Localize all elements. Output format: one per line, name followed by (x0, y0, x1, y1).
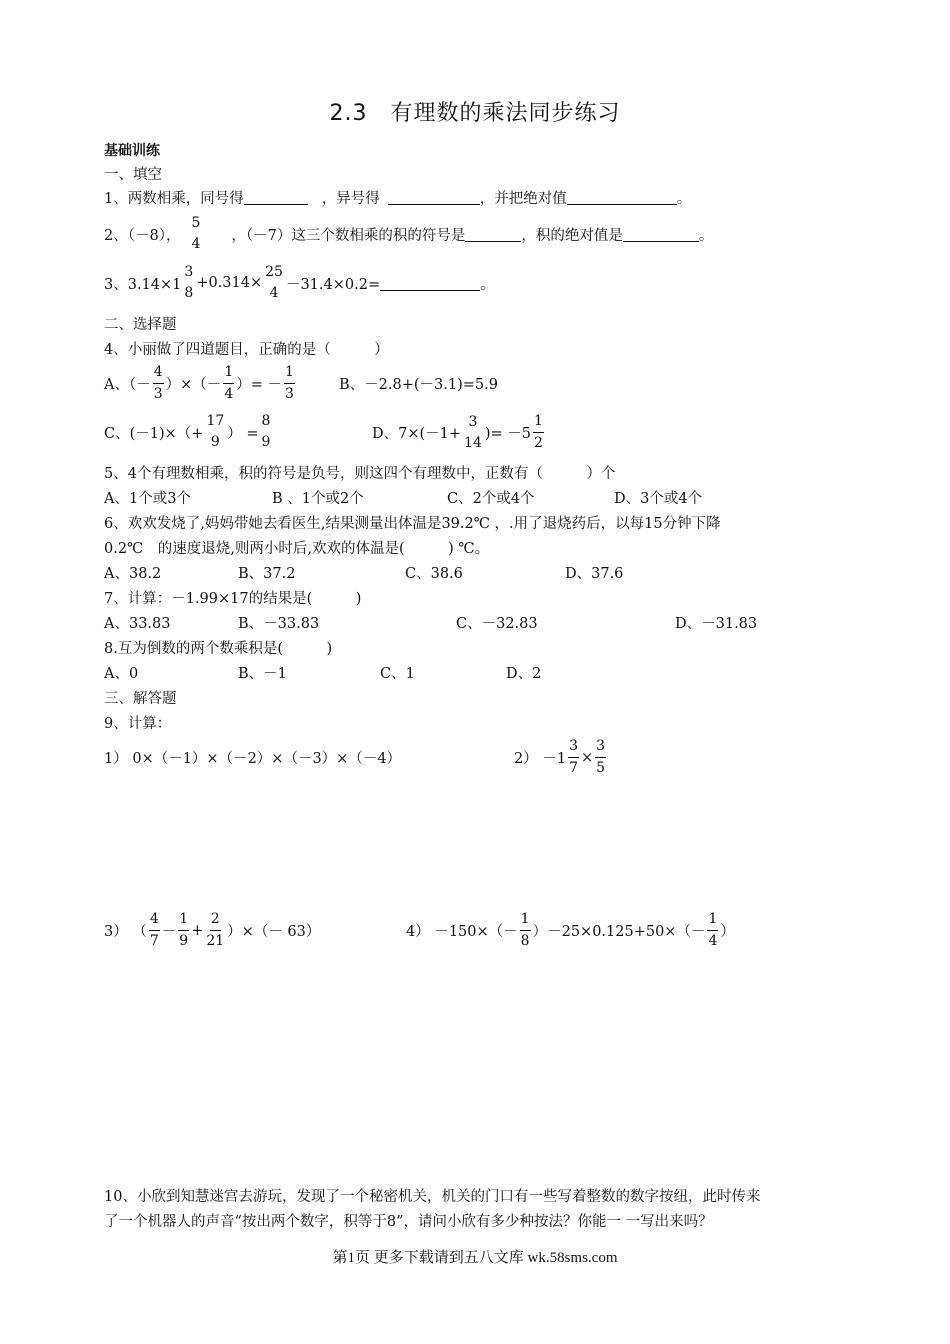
option-a[interactable]: A、33.83 (104, 616, 171, 632)
fraction: $\frac{1}{4}$ (224, 364, 234, 402)
answer-blank[interactable] (567, 190, 677, 205)
part-heading: 三、解答题 (104, 691, 177, 707)
fraction: $\frac{1}{8}$ (520, 911, 530, 949)
option-d[interactable]: D、3个或4个 (614, 491, 703, 507)
option-c[interactable]: C、2个或4个 (447, 491, 535, 507)
question-3: 3、3.14×1 3 8 +0.314× 25 4 －31.4×0.2= 。 (104, 264, 495, 301)
option-a[interactable]: A、0 (104, 666, 139, 682)
fraction: 17 9 (206, 413, 225, 450)
part-heading: 一、填空 (104, 167, 162, 183)
option-d[interactable]: D、2 (506, 666, 542, 682)
fraction: 5 4 (191, 215, 201, 252)
option-c[interactable]: C、1 (380, 666, 415, 682)
fraction: $\frac{4}{7}$ (149, 911, 159, 949)
option-b[interactable]: B、－2.8+(－3.1)=5.9 (339, 377, 498, 393)
fraction: $\frac{4}{3}$ (153, 364, 163, 402)
fraction: 8 9 (261, 413, 271, 450)
option-a[interactable]: A、（－ $\frac{4}{3}$ ）×（－ $\frac{1}{4}$ ）= － $\frac{1}{3}$ (104, 364, 294, 402)
answer-blank[interactable] (244, 190, 308, 205)
question-10-stem: 10、小欣到知慧迷宫去游玩，发现了一个秘密机关，机关的门口有一些写着整数的数字按纽，此时传来 (104, 1189, 761, 1205)
fraction: $\frac{2}{21}$ (206, 911, 225, 949)
option-b[interactable]: B、－1 (238, 666, 287, 682)
option-b[interactable]: B、37.2 (238, 566, 296, 582)
fraction: 3 8 (184, 264, 194, 301)
fraction: 3 14 (464, 413, 482, 451)
part-heading: 二、选择题 (104, 317, 177, 333)
section-heading: 基础训练 (104, 143, 160, 159)
option-c[interactable]: C、38.6 (405, 566, 463, 582)
option-c[interactable]: C、－32.83 (456, 616, 538, 632)
fraction: $\frac{1}{3}$ (285, 364, 294, 402)
option-d[interactable]: D、37.6 (565, 566, 624, 582)
option-d[interactable]: D、7×(－1+ 3 14 )= －5 $\frac{1}{2}$ (372, 413, 543, 451)
question-7-stem: 7、计算：－1.99×17的结果是( ) (104, 591, 362, 607)
fraction: $\frac{1}{9}$ (179, 911, 189, 949)
question-5-stem: 5、4个有理数相乘，积的符号是负号，则这四个有理数中，正数有（ ）个 (104, 466, 616, 482)
calc-item-3: 3） （ $\frac{4}{7}$ － $\frac{1}{9}$ + $\frac{2}{21}$ ）×（－ 63） (104, 911, 321, 949)
calc-item-4: 4） －150×（－ $\frac{1}{8}$ ）－25×0.125+50×（－ $\frac{1}{4}$ ） (406, 911, 735, 949)
fraction: 25 4 (265, 264, 283, 301)
page-title: 2.3 有理数的乘法同步练习 (329, 101, 621, 126)
question-6-stem-cont: 0.2℃ 的速度退烧,则两小时后,欢欢的体温是( ) ℃。 (104, 541, 490, 557)
option-a[interactable]: A、38.2 (104, 566, 162, 582)
question-9-stem: 9、计算： (104, 716, 172, 732)
question-4-stem: 4、小丽做了四道题目，正确的是（ ） (104, 342, 389, 358)
question-1: 1、两数相乘，同号得 ，异号得 ，并把绝对值 。 (104, 191, 692, 207)
answer-blank[interactable] (465, 227, 521, 242)
fraction: $\frac{3}{5}$ (596, 738, 606, 776)
question-6-stem: 6、欢欢发烧了,妈妈带她去看医生,结果测量出体温是39.2℃ ，.用了退烧药后，以每15分钟下降 (104, 516, 721, 532)
option-b[interactable]: B、－33.83 (238, 616, 320, 632)
question-8-stem: 8.互为倒数的两个数乘积是( ) (104, 641, 333, 657)
option-c[interactable]: C、(－1)×（+ 17 9 ） = 8 9 (104, 413, 271, 450)
answer-blank[interactable] (623, 227, 699, 242)
calc-item-2: 2） －1 $\frac{3}{7}$ × $\frac{3}{5}$ (514, 738, 606, 776)
question-10-stem-cont: 了一个机器人的声音“按出两个数字，积等于8”，请问小欣有多少种按法？你能一 一写出来吗？ (104, 1214, 713, 1230)
question-2: 2、（－8）， 5 4 ，（－7）这三个数相乘的积的符号是 ，积的绝对值是 。 (104, 215, 714, 252)
option-b[interactable]: B 、1个或2个 (272, 491, 364, 507)
option-d[interactable]: D、－31.83 (675, 616, 758, 632)
fraction: $\frac{3}{7}$ (569, 738, 578, 776)
answer-blank[interactable] (380, 276, 480, 291)
option-a[interactable]: A、1个或3个 (104, 491, 191, 507)
page-footer: 第1页 更多下载请到五八文库 wk.58sms.com (332, 1250, 618, 1266)
fraction: $\frac{1}{4}$ (708, 911, 718, 949)
calc-item-1: 1） 0×（－1）×（－2）×（－3）×（－4） (104, 751, 402, 767)
answer-blank[interactable] (388, 190, 480, 205)
fraction: $\frac{1}{2}$ (534, 413, 543, 451)
